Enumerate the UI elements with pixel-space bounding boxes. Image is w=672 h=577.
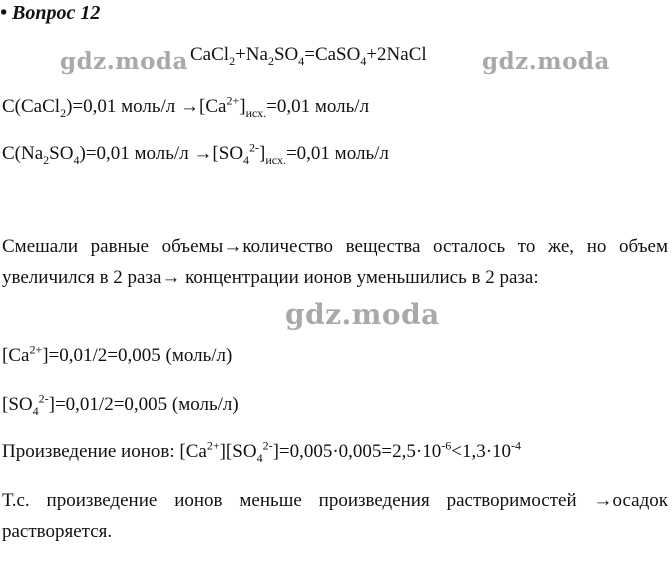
- so4-concentration-line: $[SO_4^{2-}]=0,01/2=0,005$ (моль/л): [2, 391, 239, 418]
- concentration-cacl2: C(CaCl$_2$)=0,01 моль/л $\to[Ca^{2+}]_{исх.}=0,01$ моль/л: [2, 93, 370, 120]
- conclusion-paragraph: Т.с. произведение ионов меньше произведения растворимостей →осадок растворяется.: [2, 490, 668, 542]
- reaction-equation: $CaCl_2+Na_2SO_4=CaSO_4+2NaCl$: [190, 44, 427, 68]
- ca-concentration-line: $[Ca^{2+}]=0,01/2=0,005$ (моль/л): [2, 342, 233, 366]
- watermark-center: gdz.moda: [285, 298, 440, 331]
- mixing-paragraph: Смешали равные объемы→количество вещества осталось то же, но объем увеличился в 2 раза→ концентрации ионов уменьшились в 2 раза:: [2, 236, 668, 288]
- concentration-na2so4: $C(Na_2SO_4)=0,01$ моль/л $\to[SO_4^{2-}]_{исх.}=0,01$ моль/л: [2, 140, 389, 167]
- watermark-right: gdz.moda: [482, 48, 610, 75]
- watermark-left: gdz.moda: [60, 48, 188, 75]
- ion-product-line: Произведение ионов: $[Ca^{2+}][SO_4^{2-}]=0,005\cdot 0,005=2,5\cdot 10^{-6}<1,3\cdot 10^{-4}$: [2, 438, 522, 465]
- question-title: • Вопрос 12: [0, 2, 101, 24]
